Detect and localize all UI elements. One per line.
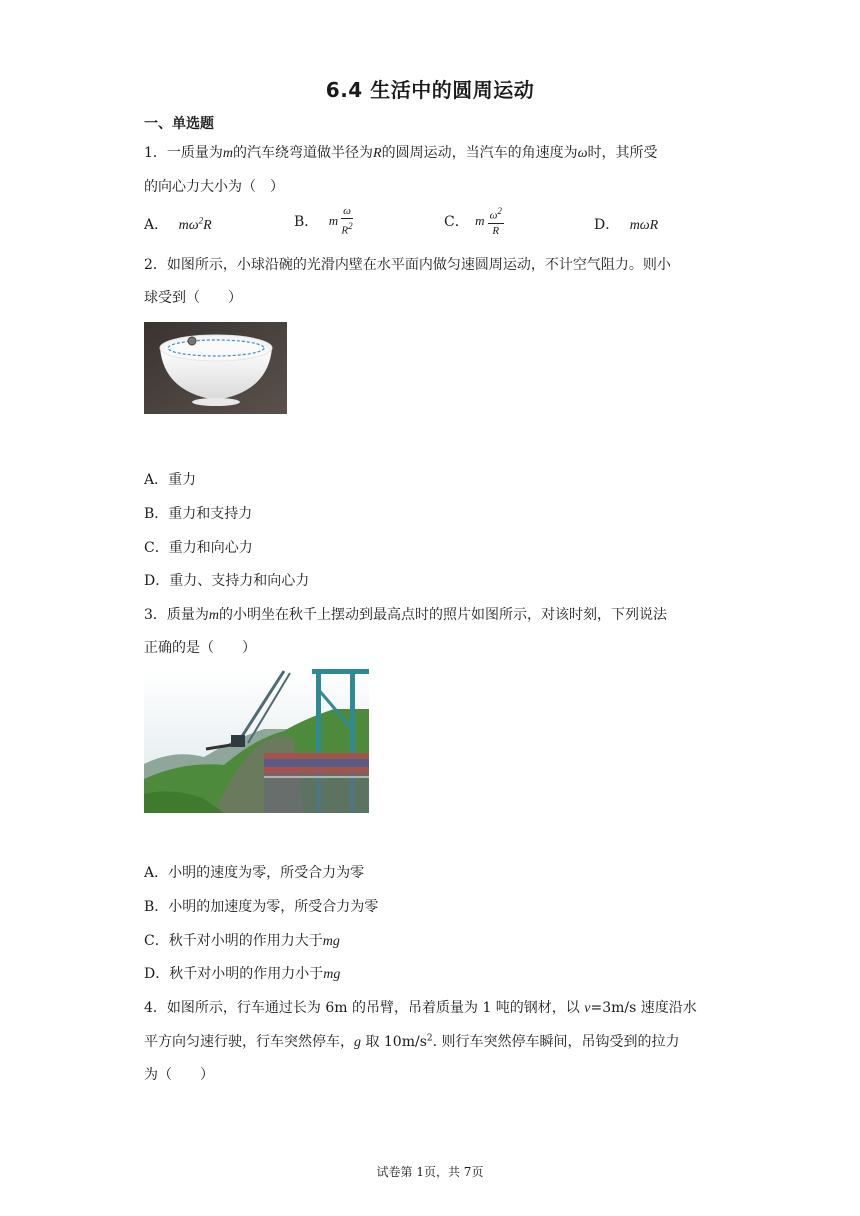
fraction-numerator: ω	[343, 205, 351, 217]
q3-option-d-mg: mg	[323, 967, 341, 982]
q4-text-b: =3m/s 速度沿水	[590, 1000, 697, 1016]
q1-option-b-m: m	[328, 212, 339, 228]
q2-line1: 2．如图所示，小球沿碗的光滑内壁在水平面内做匀速圆周运动，不计空气阻力。则小	[144, 257, 671, 273]
q3-option-d-text: D．秋千对小明的作用力小于	[144, 966, 324, 982]
q1-option-c-m: m	[475, 212, 485, 228]
q3-option-d	[144, 963, 340, 983]
swing-photo	[144, 669, 369, 813]
q4-var-v: v	[584, 1001, 591, 1016]
q1-var-m: m	[222, 146, 234, 161]
q1-option-b	[294, 204, 353, 238]
q3-text-a: 3．质量为	[144, 607, 209, 623]
q1-text-c: 的圆周运动，当汽车的角速度为	[381, 145, 578, 161]
q4-line3: 为（ ）	[144, 1067, 214, 1083]
q1-line2: 的向心力大小为（ ）	[144, 179, 284, 195]
q2-line2: 球受到（ ）	[144, 290, 242, 306]
q1-var-omega: ω	[577, 146, 588, 161]
q2-option-c: C．重力和向心力	[144, 540, 253, 556]
q4-text-d: 取 10m/s	[361, 1034, 427, 1050]
q1-text-d: 时，其所受	[587, 145, 658, 161]
q2-option-a: A．重力	[144, 472, 197, 488]
section-heading: 一、单选题	[144, 116, 214, 132]
page-title: 6.4 生活中的圆周运动	[325, 78, 535, 102]
option-label: C．	[444, 213, 469, 230]
q4-var-g: g	[354, 1035, 361, 1050]
q3-line1	[144, 604, 667, 624]
q1-option-a-value: $m\omega^2R$	[178, 215, 212, 233]
q1-option-d	[594, 214, 658, 234]
q4-exponent: 2	[426, 1033, 433, 1044]
option-label: A．	[144, 217, 169, 233]
page-footer: 试卷第 1页，共 7页	[376, 1165, 484, 1179]
q1-option-d-value: mωR	[629, 218, 659, 233]
q4-text-e: . 则行车突然停车瞬间，吊钩受到的拉力	[432, 1034, 680, 1050]
q3-line2: 正确的是（ ）	[144, 640, 256, 656]
option-label: D．	[594, 217, 620, 233]
q1-line1	[144, 142, 658, 162]
q3-option-c-mg: mg	[322, 934, 340, 949]
q1-option-c	[444, 204, 504, 238]
q3-text-b: 的小明坐在秋千上摆动到最高点时的照片如图所示，对该时刻，下列说法	[219, 607, 668, 623]
q2-option-b: B．重力和支持力	[144, 506, 253, 522]
q1-option-b-fraction	[341, 204, 353, 238]
q4-line1	[144, 997, 697, 1017]
fraction-denominator: R	[492, 224, 500, 237]
q2-option-d: D．重力、支持力和向心力	[144, 573, 310, 589]
fraction-numerator: $\omega^2$	[489, 206, 502, 222]
q4-line2	[144, 1031, 680, 1051]
q4-text-c: 平方向匀速行驶，行车突然停车，	[144, 1034, 354, 1050]
fraction-denominator: $R^2$	[341, 221, 353, 237]
bowl-figure	[144, 322, 287, 414]
q1-option-a	[144, 214, 212, 234]
option-label: B．	[294, 213, 319, 230]
q3-option-c-text: C．秋千对小明的作用力大于	[144, 933, 323, 949]
q1-var-R: R	[373, 146, 382, 161]
q1-text-a: 1．一质量为	[144, 145, 223, 161]
q1-text-b: 的汽车绕弯道做半径为	[233, 145, 374, 161]
q3-option-b: B．小明的加速度为零，所受合力为零	[144, 899, 379, 915]
q3-var-m: m	[208, 608, 220, 623]
q1-option-c-fraction	[488, 204, 504, 238]
q3-option-a: A．小明的速度为零，所受合力为零	[144, 865, 365, 881]
q4-text-a: 4．如图所示，行车通过长为 6m 的吊臂，吊着质量为 1 吨的钢材，以	[144, 1000, 585, 1016]
q3-option-c	[144, 930, 340, 950]
